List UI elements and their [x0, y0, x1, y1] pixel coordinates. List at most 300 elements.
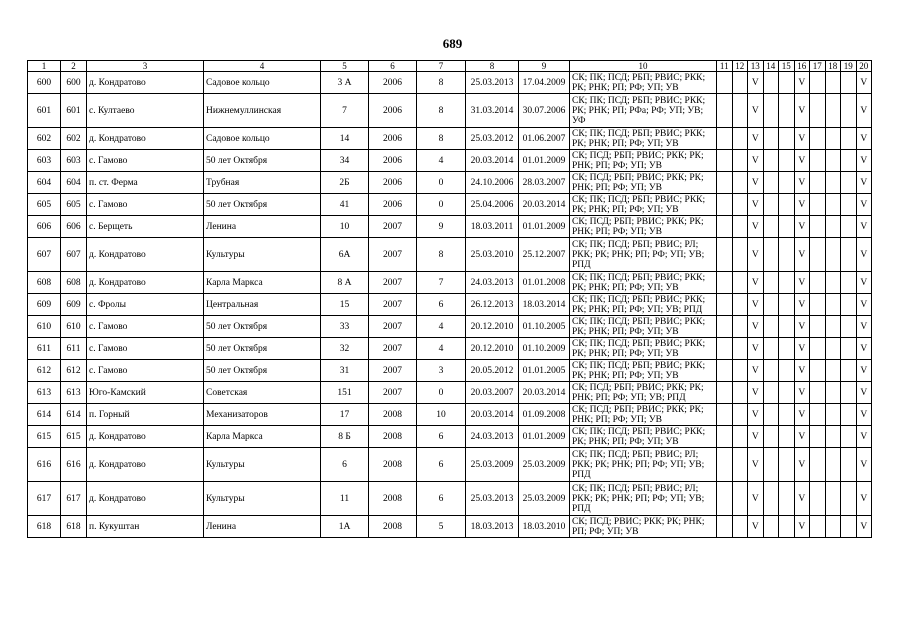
flag-cell-14: [763, 448, 779, 482]
date-cell: 17.04.2009: [519, 72, 570, 94]
flag-cell-18: [825, 172, 841, 194]
flag-cell-20: V: [856, 272, 872, 294]
codes-cell: СК; ПК; ПСД; РБП; РВИС; РКК; РК; РНК; РП; РФа; РФ; УП; УВ; УФ: [570, 94, 717, 128]
street-cell: Нижнемуллинская: [204, 94, 321, 128]
date-cell: 25.03.2009: [519, 482, 570, 516]
flag-cell-14: [763, 426, 779, 448]
street-cell: Садовое кольцо: [204, 72, 321, 94]
date-cell: 25.04.2006: [466, 194, 519, 216]
flag-cell-18: [825, 426, 841, 448]
column-header: 12: [732, 61, 748, 72]
house-cell: 17: [321, 404, 369, 426]
codes-cell: СК; ПК; ПСД; РБП; РВИС; РКК; РК; РНК; РП; РФ; УП; УВ: [570, 128, 717, 150]
table-row: [28, 272, 872, 294]
date-cell: 20.03.2014: [466, 404, 519, 426]
settlement-cell: с. Гамово: [87, 338, 204, 360]
object-number-cell: 601: [61, 94, 87, 128]
flag-cell-17: [810, 216, 826, 238]
flag-cell-12: [732, 216, 748, 238]
object-number-cell: 611: [61, 338, 87, 360]
street-cell: Ленина: [204, 216, 321, 238]
flag-cell-12: [732, 516, 748, 538]
house-cell: 3 А: [321, 72, 369, 94]
flag-cell-12: [732, 382, 748, 404]
street-cell: Садовое кольцо: [204, 128, 321, 150]
flag-cell-14: [763, 150, 779, 172]
street-cell: Карла Маркса: [204, 272, 321, 294]
flag-cell-17: [810, 94, 826, 128]
flag-cell-11: [717, 294, 733, 316]
flag-cell-14: [763, 128, 779, 150]
flag-cell-12: [732, 294, 748, 316]
row-number-cell: 603: [28, 150, 61, 172]
street-cell: Механизаторов: [204, 404, 321, 426]
settlement-cell: с. Гамово: [87, 316, 204, 338]
flag-cell-16: V: [794, 426, 810, 448]
flag-cell-14: [763, 360, 779, 382]
column-header: 15: [779, 61, 795, 72]
table-row: [28, 72, 872, 94]
flag-cell-11: [717, 150, 733, 172]
flag-cell-12: [732, 404, 748, 426]
table-row: [28, 448, 872, 482]
row-number-cell: 602: [28, 128, 61, 150]
row-number-cell: 611: [28, 338, 61, 360]
flag-cell-13: V: [748, 238, 764, 272]
flag-cell-11: [717, 194, 733, 216]
year-cell: 2008: [369, 482, 417, 516]
column-header: 19: [841, 61, 857, 72]
flag-cell-18: [825, 448, 841, 482]
flag-cell-15: [779, 516, 795, 538]
table-row: [28, 426, 872, 448]
codes-cell: СК; ПК; ПСД; РБП; РВИС; РЛ; РКК; РК; РНК; РП; РФ; УП; УВ; РПД: [570, 448, 717, 482]
count-cell: 8: [417, 128, 466, 150]
date-cell: 01.10.2005: [519, 316, 570, 338]
flag-cell-11: [717, 516, 733, 538]
flag-cell-15: [779, 272, 795, 294]
flag-cell-11: [717, 316, 733, 338]
flag-cell-20: V: [856, 482, 872, 516]
year-cell: 2006: [369, 194, 417, 216]
flag-cell-19: [841, 426, 857, 448]
house-cell: 8 А: [321, 272, 369, 294]
row-number-cell: 601: [28, 94, 61, 128]
flag-cell-19: [841, 238, 857, 272]
row-number-cell: 608: [28, 272, 61, 294]
flag-cell-20: V: [856, 404, 872, 426]
date-cell: 25.03.2013: [466, 72, 519, 94]
flag-cell-14: [763, 238, 779, 272]
flag-cell-13: V: [748, 294, 764, 316]
object-number-cell: 606: [61, 216, 87, 238]
flag-cell-15: [779, 426, 795, 448]
flag-cell-12: [732, 426, 748, 448]
flag-cell-13: V: [748, 72, 764, 94]
row-number-cell: 618: [28, 516, 61, 538]
column-header: 20: [856, 61, 872, 72]
flag-cell-20: V: [856, 72, 872, 94]
street-cell: Карла Маркса: [204, 426, 321, 448]
flag-cell-17: [810, 426, 826, 448]
flag-cell-13: V: [748, 426, 764, 448]
flag-cell-20: V: [856, 338, 872, 360]
street-cell: Трубная: [204, 172, 321, 194]
flag-cell-15: [779, 360, 795, 382]
date-cell: 18.03.2010: [519, 516, 570, 538]
flag-cell-18: [825, 338, 841, 360]
flag-cell-20: V: [856, 172, 872, 194]
flag-cell-19: [841, 482, 857, 516]
flag-cell-14: [763, 94, 779, 128]
column-header: 13: [748, 61, 764, 72]
date-cell: 01.06.2007: [519, 128, 570, 150]
flag-cell-14: [763, 382, 779, 404]
settlement-cell: д. Кондратово: [87, 128, 204, 150]
table-row: [28, 482, 872, 516]
count-cell: 10: [417, 404, 466, 426]
house-cell: 2Б: [321, 172, 369, 194]
year-cell: 2007: [369, 338, 417, 360]
street-cell: Ленина: [204, 516, 321, 538]
flag-cell-12: [732, 128, 748, 150]
year-cell: 2007: [369, 360, 417, 382]
flag-cell-16: V: [794, 448, 810, 482]
codes-cell: СК; ПК; ПСД; РБП; РВИС; РКК; РК; РНК; РП; РФ; УП; УВ: [570, 426, 717, 448]
date-cell: 24.03.2013: [466, 426, 519, 448]
column-header: 2: [61, 61, 87, 72]
year-cell: 2006: [369, 72, 417, 94]
object-number-cell: 600: [61, 72, 87, 94]
year-cell: 2006: [369, 128, 417, 150]
year-cell: 2008: [369, 404, 417, 426]
street-cell: Культуры: [204, 448, 321, 482]
flag-cell-11: [717, 448, 733, 482]
house-cell: 1А: [321, 516, 369, 538]
flag-cell-13: V: [748, 404, 764, 426]
flag-cell-15: [779, 338, 795, 360]
flag-cell-16: V: [794, 150, 810, 172]
date-cell: 01.09.2008: [519, 404, 570, 426]
flag-cell-17: [810, 316, 826, 338]
object-number-cell: 602: [61, 128, 87, 150]
flag-cell-20: V: [856, 238, 872, 272]
row-number-cell: 615: [28, 426, 61, 448]
flag-cell-15: [779, 128, 795, 150]
count-cell: 5: [417, 516, 466, 538]
row-number-cell: 614: [28, 404, 61, 426]
flag-cell-20: V: [856, 448, 872, 482]
flag-cell-20: V: [856, 294, 872, 316]
flag-cell-11: [717, 272, 733, 294]
year-cell: 2008: [369, 426, 417, 448]
street-cell: 50 лет Октября: [204, 360, 321, 382]
object-number-cell: 610: [61, 316, 87, 338]
object-number-cell: 609: [61, 294, 87, 316]
table-row: [28, 238, 872, 272]
flag-cell-13: V: [748, 216, 764, 238]
flag-cell-15: [779, 448, 795, 482]
codes-cell: СК; ПК; ПСД; РБП; РВИС; РКК; РК; РНК; РП; РФ; УП; УВ: [570, 72, 717, 94]
flag-cell-20: V: [856, 382, 872, 404]
flag-cell-12: [732, 338, 748, 360]
street-cell: 50 лет Октября: [204, 316, 321, 338]
flag-cell-15: [779, 94, 795, 128]
date-cell: 20.03.2007: [466, 382, 519, 404]
settlement-cell: с. Култаево: [87, 94, 204, 128]
row-number-cell: 616: [28, 448, 61, 482]
house-cell: 7: [321, 94, 369, 128]
flag-cell-12: [732, 448, 748, 482]
codes-cell: СК; ПК; ПСД; РБП; РВИС; РКК; РК; РНК; РП; РФ; УП; УВ: [570, 360, 717, 382]
flag-cell-16: V: [794, 128, 810, 150]
flag-cell-19: [841, 382, 857, 404]
date-cell: 20.03.2014: [519, 194, 570, 216]
flag-cell-19: [841, 448, 857, 482]
flag-cell-19: [841, 128, 857, 150]
street-cell: 50 лет Октября: [204, 150, 321, 172]
flag-cell-15: [779, 382, 795, 404]
flag-cell-20: V: [856, 360, 872, 382]
flag-cell-13: V: [748, 448, 764, 482]
house-cell: 8 Б: [321, 426, 369, 448]
table-row: [28, 172, 872, 194]
flag-cell-19: [841, 94, 857, 128]
count-cell: 3: [417, 360, 466, 382]
row-number-cell: 612: [28, 360, 61, 382]
street-cell: Советская: [204, 382, 321, 404]
house-cell: 41: [321, 194, 369, 216]
date-cell: 01.01.2009: [519, 216, 570, 238]
column-number-row: [28, 61, 872, 72]
table-row: [28, 194, 872, 216]
column-header: 3: [87, 61, 204, 72]
flag-cell-16: V: [794, 516, 810, 538]
date-cell: 18.03.2013: [466, 516, 519, 538]
flag-cell-15: [779, 150, 795, 172]
column-header: 17: [810, 61, 826, 72]
date-cell: 20.12.2010: [466, 338, 519, 360]
codes-cell: СК; ПСД; РБП; РВИС; РКК; РК; РНК; РП; РФ; УП; УВ: [570, 216, 717, 238]
settlement-cell: п. Горный: [87, 404, 204, 426]
flag-cell-13: V: [748, 316, 764, 338]
flag-cell-15: [779, 404, 795, 426]
flag-cell-18: [825, 238, 841, 272]
flag-cell-16: V: [794, 272, 810, 294]
object-number-cell: 612: [61, 360, 87, 382]
flag-cell-14: [763, 216, 779, 238]
count-cell: 9: [417, 216, 466, 238]
flag-cell-17: [810, 272, 826, 294]
date-cell: 20.05.2012: [466, 360, 519, 382]
date-cell: 25.12.2007: [519, 238, 570, 272]
settlement-cell: с. Гамово: [87, 150, 204, 172]
settlement-cell: с. Фролы: [87, 294, 204, 316]
table-row: [28, 94, 872, 128]
flag-cell-13: V: [748, 150, 764, 172]
flag-cell-18: [825, 316, 841, 338]
flag-cell-16: V: [794, 194, 810, 216]
object-number-cell: 615: [61, 426, 87, 448]
settlement-cell: д. Кондратово: [87, 482, 204, 516]
column-header: 5: [321, 61, 369, 72]
house-cell: 10: [321, 216, 369, 238]
date-cell: 25.03.2012: [466, 128, 519, 150]
column-header: 10: [570, 61, 717, 72]
house-cell: 6: [321, 448, 369, 482]
year-cell: 2006: [369, 172, 417, 194]
count-cell: 8: [417, 72, 466, 94]
flag-cell-18: [825, 272, 841, 294]
flag-cell-14: [763, 404, 779, 426]
flag-cell-17: [810, 482, 826, 516]
flag-cell-20: V: [856, 150, 872, 172]
date-cell: 26.12.2013: [466, 294, 519, 316]
flag-cell-20: V: [856, 216, 872, 238]
date-cell: 01.01.2008: [519, 272, 570, 294]
date-cell: 20.03.2014: [519, 382, 570, 404]
flag-cell-17: [810, 172, 826, 194]
flag-cell-17: [810, 128, 826, 150]
flag-cell-16: V: [794, 404, 810, 426]
flag-cell-18: [825, 482, 841, 516]
flag-cell-12: [732, 272, 748, 294]
flag-cell-17: [810, 360, 826, 382]
flag-cell-19: [841, 338, 857, 360]
flag-cell-17: [810, 194, 826, 216]
table-row: [28, 516, 872, 538]
flag-cell-18: [825, 360, 841, 382]
settlement-cell: п. ст. Ферма: [87, 172, 204, 194]
date-cell: 18.03.2014: [519, 294, 570, 316]
flag-cell-11: [717, 128, 733, 150]
flag-cell-16: V: [794, 482, 810, 516]
flag-cell-19: [841, 272, 857, 294]
flag-cell-13: V: [748, 128, 764, 150]
row-number-cell: 604: [28, 172, 61, 194]
codes-cell: СК; ПСД; РБП; РВИС; РКК; РК; РНК; РП; РФ; УП; УВ: [570, 150, 717, 172]
object-number-cell: 608: [61, 272, 87, 294]
flag-cell-11: [717, 482, 733, 516]
codes-cell: СК; ПК; ПСД; РБП; РВИС; РКК; РК; РНК; РП; РФ; УП; УВ: [570, 338, 717, 360]
year-cell: 2006: [369, 150, 417, 172]
flag-cell-19: [841, 150, 857, 172]
row-number-cell: 609: [28, 294, 61, 316]
flag-cell-20: V: [856, 128, 872, 150]
table-row: [28, 294, 872, 316]
row-number-cell: 610: [28, 316, 61, 338]
year-cell: 2007: [369, 238, 417, 272]
flag-cell-13: V: [748, 360, 764, 382]
flag-cell-12: [732, 172, 748, 194]
year-cell: 2007: [369, 294, 417, 316]
count-cell: 6: [417, 294, 466, 316]
table-row: [28, 150, 872, 172]
house-cell: 11: [321, 482, 369, 516]
year-cell: 2007: [369, 316, 417, 338]
flag-cell-17: [810, 516, 826, 538]
column-header: 9: [519, 61, 570, 72]
house-cell: 33: [321, 316, 369, 338]
table-row: [28, 316, 872, 338]
object-number-cell: 604: [61, 172, 87, 194]
date-cell: 25.03.2009: [519, 448, 570, 482]
count-cell: 4: [417, 150, 466, 172]
table-row: [28, 338, 872, 360]
codes-cell: СК; ПК; ПСД; РБП; РВИС; РЛ; РКК; РК; РНК; РП; РФ; УП; УВ; РПД: [570, 238, 717, 272]
flag-cell-12: [732, 94, 748, 128]
house-cell: 151: [321, 382, 369, 404]
flag-cell-20: V: [856, 194, 872, 216]
codes-cell: СК; ПК; ПСД; РБП; РВИС; РКК; РК; РНК; РП; РФ; УП; УВ; РПД: [570, 294, 717, 316]
flag-cell-18: [825, 516, 841, 538]
settlement-cell: д. Кондратово: [87, 426, 204, 448]
date-cell: 01.01.2009: [519, 426, 570, 448]
date-cell: 25.03.2013: [466, 482, 519, 516]
settlement-cell: д. Кондратово: [87, 272, 204, 294]
flag-cell-12: [732, 482, 748, 516]
flag-cell-17: [810, 238, 826, 272]
object-number-cell: 617: [61, 482, 87, 516]
flag-cell-18: [825, 382, 841, 404]
codes-cell: СК; ПК; ПСД; РБП; РВИС; РЛ; РКК; РК; РНК; РП; РФ; УП; УВ; РПД: [570, 482, 717, 516]
flag-cell-19: [841, 172, 857, 194]
flag-cell-13: V: [748, 272, 764, 294]
flag-cell-16: V: [794, 360, 810, 382]
flag-cell-13: V: [748, 172, 764, 194]
date-cell: 01.01.2009: [519, 150, 570, 172]
street-cell: Центральная: [204, 294, 321, 316]
house-cell: 15: [321, 294, 369, 316]
flag-cell-11: [717, 72, 733, 94]
year-cell: 2008: [369, 516, 417, 538]
year-cell: 2006: [369, 94, 417, 128]
flag-cell-16: V: [794, 72, 810, 94]
object-number-cell: 618: [61, 516, 87, 538]
flag-cell-13: V: [748, 338, 764, 360]
flag-cell-14: [763, 72, 779, 94]
house-cell: 6А: [321, 238, 369, 272]
count-cell: 4: [417, 316, 466, 338]
count-cell: 4: [417, 338, 466, 360]
table-row: [28, 404, 872, 426]
settlement-cell: д. Кондратово: [87, 238, 204, 272]
flag-cell-19: [841, 316, 857, 338]
flag-cell-16: V: [794, 172, 810, 194]
date-cell: 20.12.2010: [466, 316, 519, 338]
column-header: 16: [794, 61, 810, 72]
count-cell: 0: [417, 382, 466, 404]
flag-cell-11: [717, 426, 733, 448]
codes-cell: СК; ПСД; РБП; РВИС; РКК; РК; РНК; РП; РФ; УП; УВ: [570, 172, 717, 194]
flag-cell-20: V: [856, 94, 872, 128]
flag-cell-17: [810, 404, 826, 426]
year-cell: 2007: [369, 382, 417, 404]
table-row: [28, 360, 872, 382]
object-number-cell: 613: [61, 382, 87, 404]
flag-cell-18: [825, 294, 841, 316]
codes-cell: СК; ПК; ПСД; РБП; РВИС; РКК; РК; РНК; РП; РФ; УП; УВ: [570, 272, 717, 294]
flag-cell-18: [825, 128, 841, 150]
row-number-cell: 607: [28, 238, 61, 272]
flag-cell-12: [732, 194, 748, 216]
house-cell: 34: [321, 150, 369, 172]
flag-cell-15: [779, 194, 795, 216]
count-cell: 6: [417, 448, 466, 482]
flag-cell-19: [841, 216, 857, 238]
flag-cell-14: [763, 272, 779, 294]
flag-cell-16: V: [794, 294, 810, 316]
